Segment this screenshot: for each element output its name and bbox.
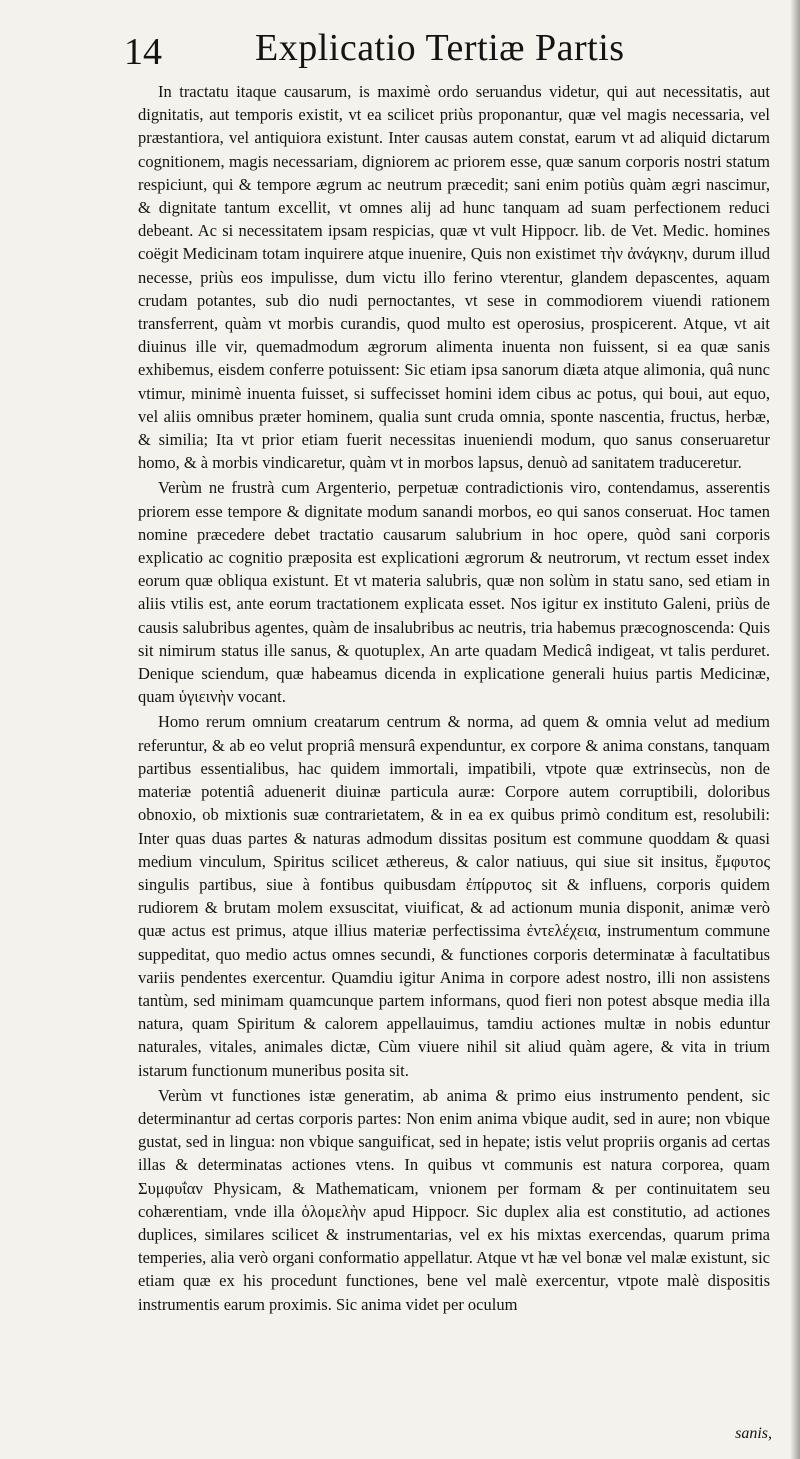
paragraph: Homo rerum omnium creatarum centrum & norma, ad quem & omnia velut ad medium referuntur, & ab eo velut propriâ mensurâ expenduntur, ex corpore & anima constans, tanquam partibus essentialibus, hac quidem immortali, impatibili, vtpote quæ extrinsecùs, non de materiæ potentiâ aduenerit diuinæ particula auræ: Corpore autem corruptibili, doloribus obnoxio, ob mixtionis suæ contrarietatem, & in ea ex quibus primò conditum est, resolubili: Inter quas duas partes & naturas admodum dissitas positum est commune quoddam & quasi medium vinculum, Spiritus scilicet æthereus, & calor natiuus, qui siue sit insitus, ἔμφυτος singulis partibus, siue à fontibus quibusdam ἐπίρρυτος sit & influens, corporis quidem rudiorem & brutam molem exsuscitat, viuificat, & ad actionum munia disponit, animæ verò quæ actus est primus, atque illius materiæ perfectissima ἐντελέχεια, instrumentum commune suppeditat, quo medio actus omnes secundi, & functiones corporis determinatæ à facultatibus variis pendentes exercentur. Quamdiu igitur Anima in corpore adest nostro, illi non assistens tantùm, sed minimam quamcunque partem informans, quod fieri non potest absque media illa natura, quam Spiritum & calorem appellauimus, tamdiu actiones multæ in nobis eduntur naturales, vitales, animales dictæ, Cùm viuere nihil sit aliud quàm agere, & vita in trium istarum functionum muneribus posita sit. <box>138 712 770 1080</box>
body-text <box>138 80 770 1318</box>
catchword: sanis, <box>735 1425 772 1442</box>
page-header <box>0 22 800 74</box>
page-number: 14 <box>124 31 162 73</box>
page-edge-shadow <box>790 0 800 1459</box>
paragraph: In tractatu itaque causarum, is maximè ordo seruandus videtur, qui aut necessitatis, aut dignitatis, aut temporis existit, vt ea scilicet priùs proponantur, quæ vel magis necessaria, vel præstantiora, vel antiquiora existunt. Inter causas autem constat, earum vt ad aliquid dictarum cognitionem, magis necessariam, digniorem ac priorem esse, quæ sanum corporis nostri statum respiciunt, qui & tempore ægrum ac neutrum præcedit; sani enim potiùs quàm ægri nascimur, & dignitate tantum excellit, vt omnes alij ad hunc tanquam ad suam perfectionem reduci debeant. Ac si necessitatem ipsam respicias, quæ vt vult Hippocr. lib. de Vet. Medic. homines coëgit Medicinam totam inquirere atque inuenire, Quis non existimet τὴν ἀνάγκην, durum illud necesse, priùs eos impulisse, dum victu illo ferino vterentur, glandem depascentes, aquam crudam potantes, sub dio nudi pernoctantes, vt sese in commodiorem viuendi rationem transferrent, quàm vt morbis curandis, quod multo est operosius, prospicerent. Atque, vt ait diuinus ille vir, quemadmodum ægrorum alimenta inuenta non fuissent, si ea quæ sanis exhibemus, eisdem conferre potuissent: Sic etiam ipsa sanorum diæta atque alimonia, quâ nunc vtimur, minimè inuenta fuisset, si suffecisset homini idem cibus ac potus, qui boui, aut equo, vel aliis omnibus præter hominem, qualia sunt cruda omnia, sponte nascentia, fructus, herbæ, & similia; Ita vt prior etiam fuerit necessitas inueniendi modum, quo sanus conseruaretur homo, & à morbis vindicaretur, quàm vt in morbos lapsus, denuò ad sanitatem traduceretur. <box>138 82 770 473</box>
running-title: Explicatio Tertiæ Partis <box>255 27 625 69</box>
paragraph: Verùm vt functiones istæ generatim, ab anima & primo eius instrumento pendent, sic determinantur ad certas corporis partes: Non enim anima vbique audit, sed in aure; non vbique gustat, sed in lingua: non vbique sanguificat, sed in hepate; istis velut propriis organis ad certas illas & determinatas actiones vtens. In quibus vt communis est natura corporea, quam Συμφυΐαν Physicam, & Mathematicam, vnionem per formam & per continuitatem seu cohærentiam, vnde illa ὁλομελὴν apud Hippocr. Sic duplex alia est constitutio, ad actiones duplices, similares scilicet & instrumentarias, vel ex his mixtas exercendas, quarum prima temperies, alia verò organi conformatio appellatur. Atque vt hæ vel bonæ vel malæ existunt, sic etiam quæ ex his procedunt functiones, bene vel malè exercentur, vtpote malè dispositis instrumentis earum proximis. Sic anima videt per oculum <box>138 1085 770 1314</box>
paragraph: Verùm ne frustrà cum Argenterio, perpetuæ contradictionis viro, contendamus, asserentis priorem esse tempore & dignitate modum sanandi morbos, eo qui sanos conseruat. Hoc tamen nomine præcedere debet tractatio causarum salubrium in hoc opere, quòd sani corporis explicatio ac cognitio præposita est explicationi ægrorum & neutrorum, vt rectum esset index eorum quæ obliqua existunt. Et vt materia salubris, quæ non solùm in statu sano, sed etiam in aliis vtilis est, ante eorum tractationem explicata esset. Nos igitur ex instituto Galeni, priùs de causis salubribus agentes, quàm de insalubribus ac neutris, tria habemus præcognoscenda: Quis sit nimirum status ille sanus, & quotuplex, An arte quadam Medicâ indigeat, vt talis perduret. Denique sciendum, quæ habeamus dicenda in explicatione generali huius partis Medicinæ, quam ὑγιεινὴν vocant. <box>138 478 770 707</box>
